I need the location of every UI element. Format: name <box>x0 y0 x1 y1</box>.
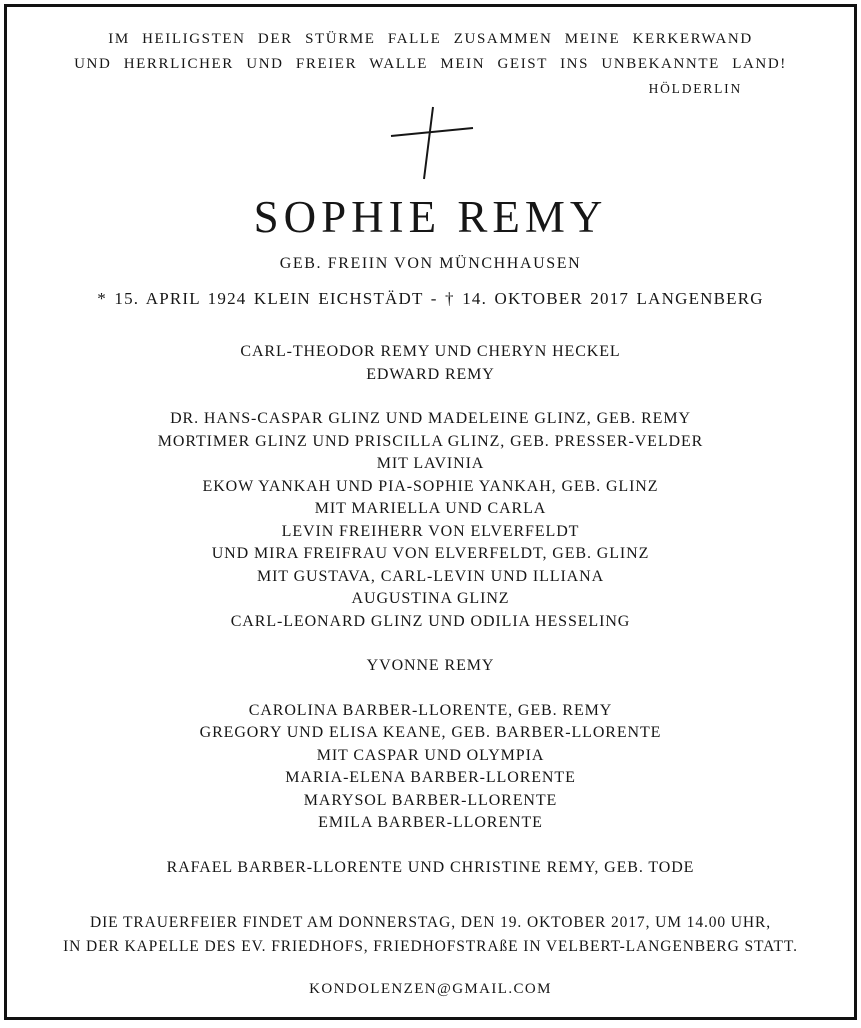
text-line: EDWARD REMY <box>366 365 495 383</box>
mourner-group-barber-llorente <box>7 700 854 835</box>
text-line: EKOW YANKAH UND PIA-SOPHIE YANKAH, GEB. GLINZ <box>202 477 659 495</box>
text-line: MARIA-ELENA BARBER-LLORENTE <box>285 769 576 786</box>
text-line: LEVIN FREIHERR VON ELVERFELDT <box>281 522 580 540</box>
text-line: CAROLINA BARBER-LLORENTE, GEB. REMY <box>248 701 613 719</box>
mourner-group-children <box>7 341 854 386</box>
text-line: GREGORY UND ELISA KEANE, GEB. BARBER-LLORENTE <box>199 724 662 741</box>
epigraph <box>7 27 854 77</box>
maiden-name: GEB. FREIIN VON MÜNCHHAUSEN <box>279 255 582 272</box>
text-line: MORTIMER GLINZ UND PRISCILLA GLINZ, GEB. PRESSER-VELDER <box>157 432 704 450</box>
mourners-list <box>7 341 854 879</box>
text-line: UND HERRLICHER UND FREIER WALLE MEIN GEIST INS UNBEKANNTE LAND! <box>74 56 787 72</box>
text-line: RAFAEL BARBER-LLORENTE UND CHRISTINE REMY, GEB. TODE <box>166 858 695 876</box>
text-line: MARYSOL BARBER-LLORENTE <box>303 791 558 809</box>
funeral-info <box>7 911 854 959</box>
text-line: YVONNE REMY <box>366 657 495 674</box>
obituary-notice <box>4 4 857 1020</box>
epigraph-attribution: HÖLDERLIN <box>648 81 742 96</box>
text-line: MIT LAVINIA <box>376 455 485 472</box>
text-line: DIE TRAUERFEIER FINDET AM DONNERSTAG, DEN 19. OKTOBER 2017, UM 14.00 UHR, <box>89 914 772 931</box>
text-line: EMILA BARBER-LLORENTE <box>318 814 543 831</box>
mourner-group-rafael <box>7 857 854 880</box>
text-line: DR. HANS-CASPAR GLINZ UND MADELEINE GLINZ, GEB. REMY <box>170 410 691 427</box>
text-line: UND MIRA FREIFRAU VON ELVERFELDT, GEB. GLINZ <box>211 545 650 562</box>
text-line: MIT MARIELLA UND CARLA <box>314 500 547 517</box>
text-line: MIT CASPAR UND OLYMPIA <box>316 746 545 764</box>
text-line: MIT GUSTAVA, CARL-LEVIN UND ILLIANA <box>256 567 605 585</box>
mourner-group-yvonne <box>7 655 854 678</box>
text-line: CARL-LEONARD GLINZ UND ODILIA HESSELING <box>230 612 631 630</box>
condolence-email: KONDOLENZEN@GMAIL.COM <box>309 981 552 997</box>
text-line: IN DER KAPELLE DES EV. FRIEDHOFS, FRIEDHOFSTRAßE IN VELBERT-LANGENBERG STATT. <box>63 938 798 955</box>
text-line: AUGUSTINA GLINZ <box>351 590 510 607</box>
life-dates: * 15. APRIL 1924 KLEIN EICHSTÄDT - † 14. OKTOBER 2017 LANGENBERG <box>97 289 764 308</box>
text-line: CARL-THEODOR REMY UND CHERYN HECKEL <box>240 343 621 360</box>
deceased-name: SOPHIE REMY <box>253 192 608 242</box>
mourner-group-glinz <box>7 408 854 633</box>
text-line: IM HEILIGSTEN DER STÜRME FALLE ZUSAMMEN MEINE KERKERWAND <box>108 31 753 47</box>
memorial-cross-icon <box>7 105 854 183</box>
